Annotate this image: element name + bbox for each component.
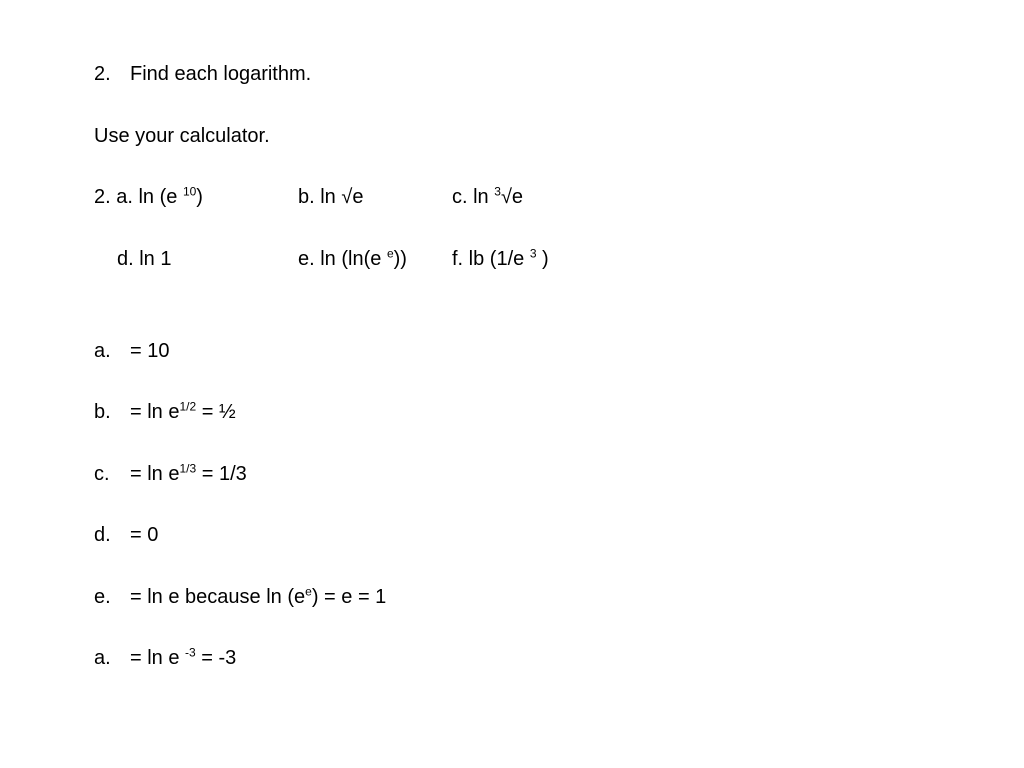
answer-pre: = 10 — [130, 340, 170, 362]
problem-f — [452, 247, 549, 271]
problem-e-prefix: e. ln (ln(e — [298, 248, 387, 270]
answer-f — [94, 646, 236, 670]
problem-e — [298, 247, 407, 271]
problem-a-prefix: 2. a. ln (e — [94, 186, 183, 208]
answer-label: d. — [94, 524, 111, 546]
answer-post: ) = e = 1 — [311, 586, 387, 608]
question-heading — [94, 62, 311, 86]
answer-b — [94, 400, 236, 424]
problem-a — [94, 185, 203, 209]
problem-a-exponent: 10 — [182, 184, 197, 199]
answer-pre: = ln e — [130, 401, 180, 423]
answer-exponent: 1/3 — [179, 461, 197, 476]
answer-d — [94, 523, 158, 547]
answer-exponent: e — [305, 584, 312, 599]
question-number: 2. — [94, 63, 111, 85]
problem-f-prefix: f. lb (1/e — [452, 248, 530, 270]
answer-label: e. — [94, 586, 111, 608]
answer-label: c. — [94, 463, 110, 485]
answer-e — [94, 585, 386, 609]
answer-a — [94, 339, 169, 363]
answer-pre: = ln e — [130, 647, 186, 669]
answer-label: a. — [94, 647, 111, 669]
problem-a-close: ) — [196, 186, 203, 208]
answer-post: = -3 — [195, 647, 237, 669]
problem-c-prefix: c. ln — [452, 186, 495, 208]
answer-label: a. — [94, 340, 111, 362]
problem-e-close: )) — [393, 248, 407, 270]
answer-pre: = 0 — [130, 524, 159, 546]
answer-exponent: 1/2 — [179, 399, 197, 414]
problem-f-exponent: 3 — [529, 246, 537, 261]
answer-post: = 1/3 — [196, 463, 247, 485]
problem-c-root-index: 3 — [494, 184, 501, 199]
problem-e-exponent: e — [386, 246, 394, 261]
answer-c — [94, 462, 247, 486]
problem-c — [452, 185, 523, 209]
answer-exponent: -3 — [185, 645, 196, 660]
answer-label: b. — [94, 401, 111, 423]
answer-pre: = ln e — [130, 463, 180, 485]
problem-c-rest: √e — [500, 186, 524, 208]
problem-b: b. ln √e — [298, 186, 364, 208]
instruction-text: Use your calculator. — [94, 125, 270, 147]
problem-f-close: ) — [536, 248, 549, 270]
problem-d: d. ln 1 — [117, 248, 172, 270]
answer-post: = ½ — [196, 401, 236, 423]
question-text: Find each logarithm. — [130, 63, 312, 85]
answer-pre: = ln e because ln (e — [130, 586, 306, 608]
